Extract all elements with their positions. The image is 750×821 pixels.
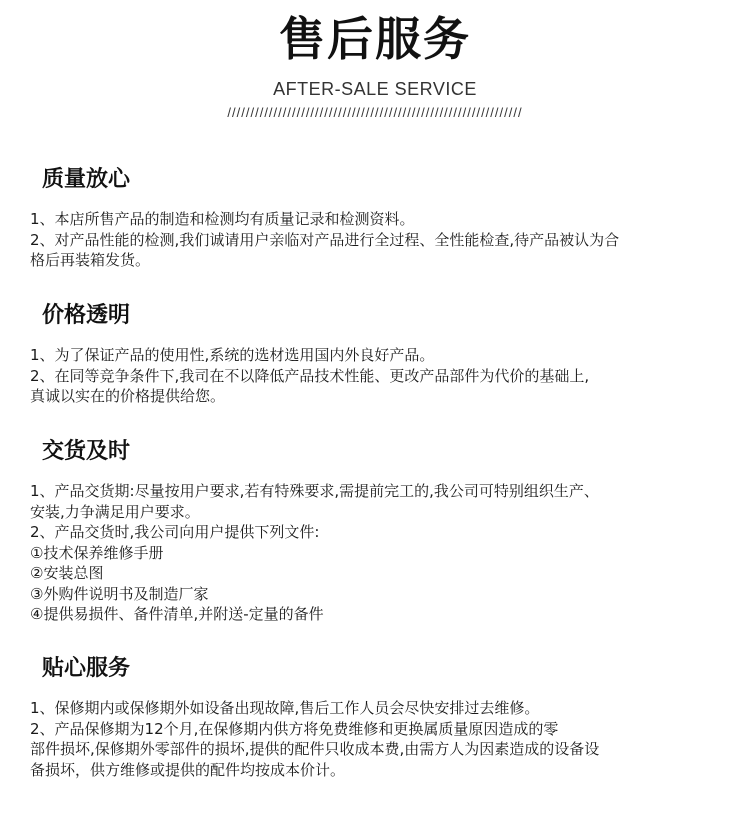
body-line: 2、在同等竞争条件下,我司在不以降低产品技术性能、更改产品部件为代价的基础上, [30,366,590,385]
section-heading: 价格透明 [42,303,131,328]
body-line: 2、产品交货时,我公司向用户提供下列文件: [30,523,320,541]
section-heading: 质量放心 [42,167,131,192]
body-line: 2、对产品性能的检测,我们诚请用户亲临对产品进行全过程、全性能检查,待产品被认为合 [30,230,620,249]
page-title: 售后服务 [279,12,471,66]
section-body [30,209,735,271]
body-line: 安装,力争满足用户要求。 [30,502,200,521]
body-line: 格后再装箱发货。 [30,251,151,269]
body-line: 备损坏，供方维修或提供的配件均按成本价计。 [30,760,346,779]
body-line: ③外购件说明书及制造厂家 [30,584,209,603]
section-heading: 交货及时 [42,439,131,464]
body-line: ②安装总图 [30,564,104,582]
body-line: 1、本店所售产品的制造和检测均有质量记录和检测资料。 [30,210,415,228]
body-line: 2、产品保修期为12个月,在保修期内供方将免费维修和更换属质量原因造成的零 [30,719,559,738]
section-body [30,345,735,407]
page-subtitle: AFTER-SALE SERVICE [273,79,477,99]
body-line: 1、保修期内或保修期外如设备出现故障,售后工作人员会尽快安排过去维修。 [30,699,540,717]
section-body [30,698,735,780]
title-divider: //////////////////////////////////////////////////////////////// [227,105,523,120]
section-heading: 贴心服务 [42,656,131,681]
body-line: ①技术保养维修手册 [30,543,164,562]
body-line: 1、产品交货期:尽量按用户要求,若有特殊要求,需提前完工的,我公司可特别组织生产、 [30,482,599,500]
body-line: 真诚以实在的价格提供给您。 [30,387,226,405]
section-body [30,481,735,625]
body-line: 部件损坏,保修期外零部件的损坏,提供的配件只收成本费,由需方人为因素造成的设备设 [30,740,600,758]
body-line: ④提供易损件、备件清单,并附送-定量的备件 [30,605,324,623]
body-line: 1、为了保证产品的使用性,系统的选材选用国内外良好产品。 [30,346,435,364]
